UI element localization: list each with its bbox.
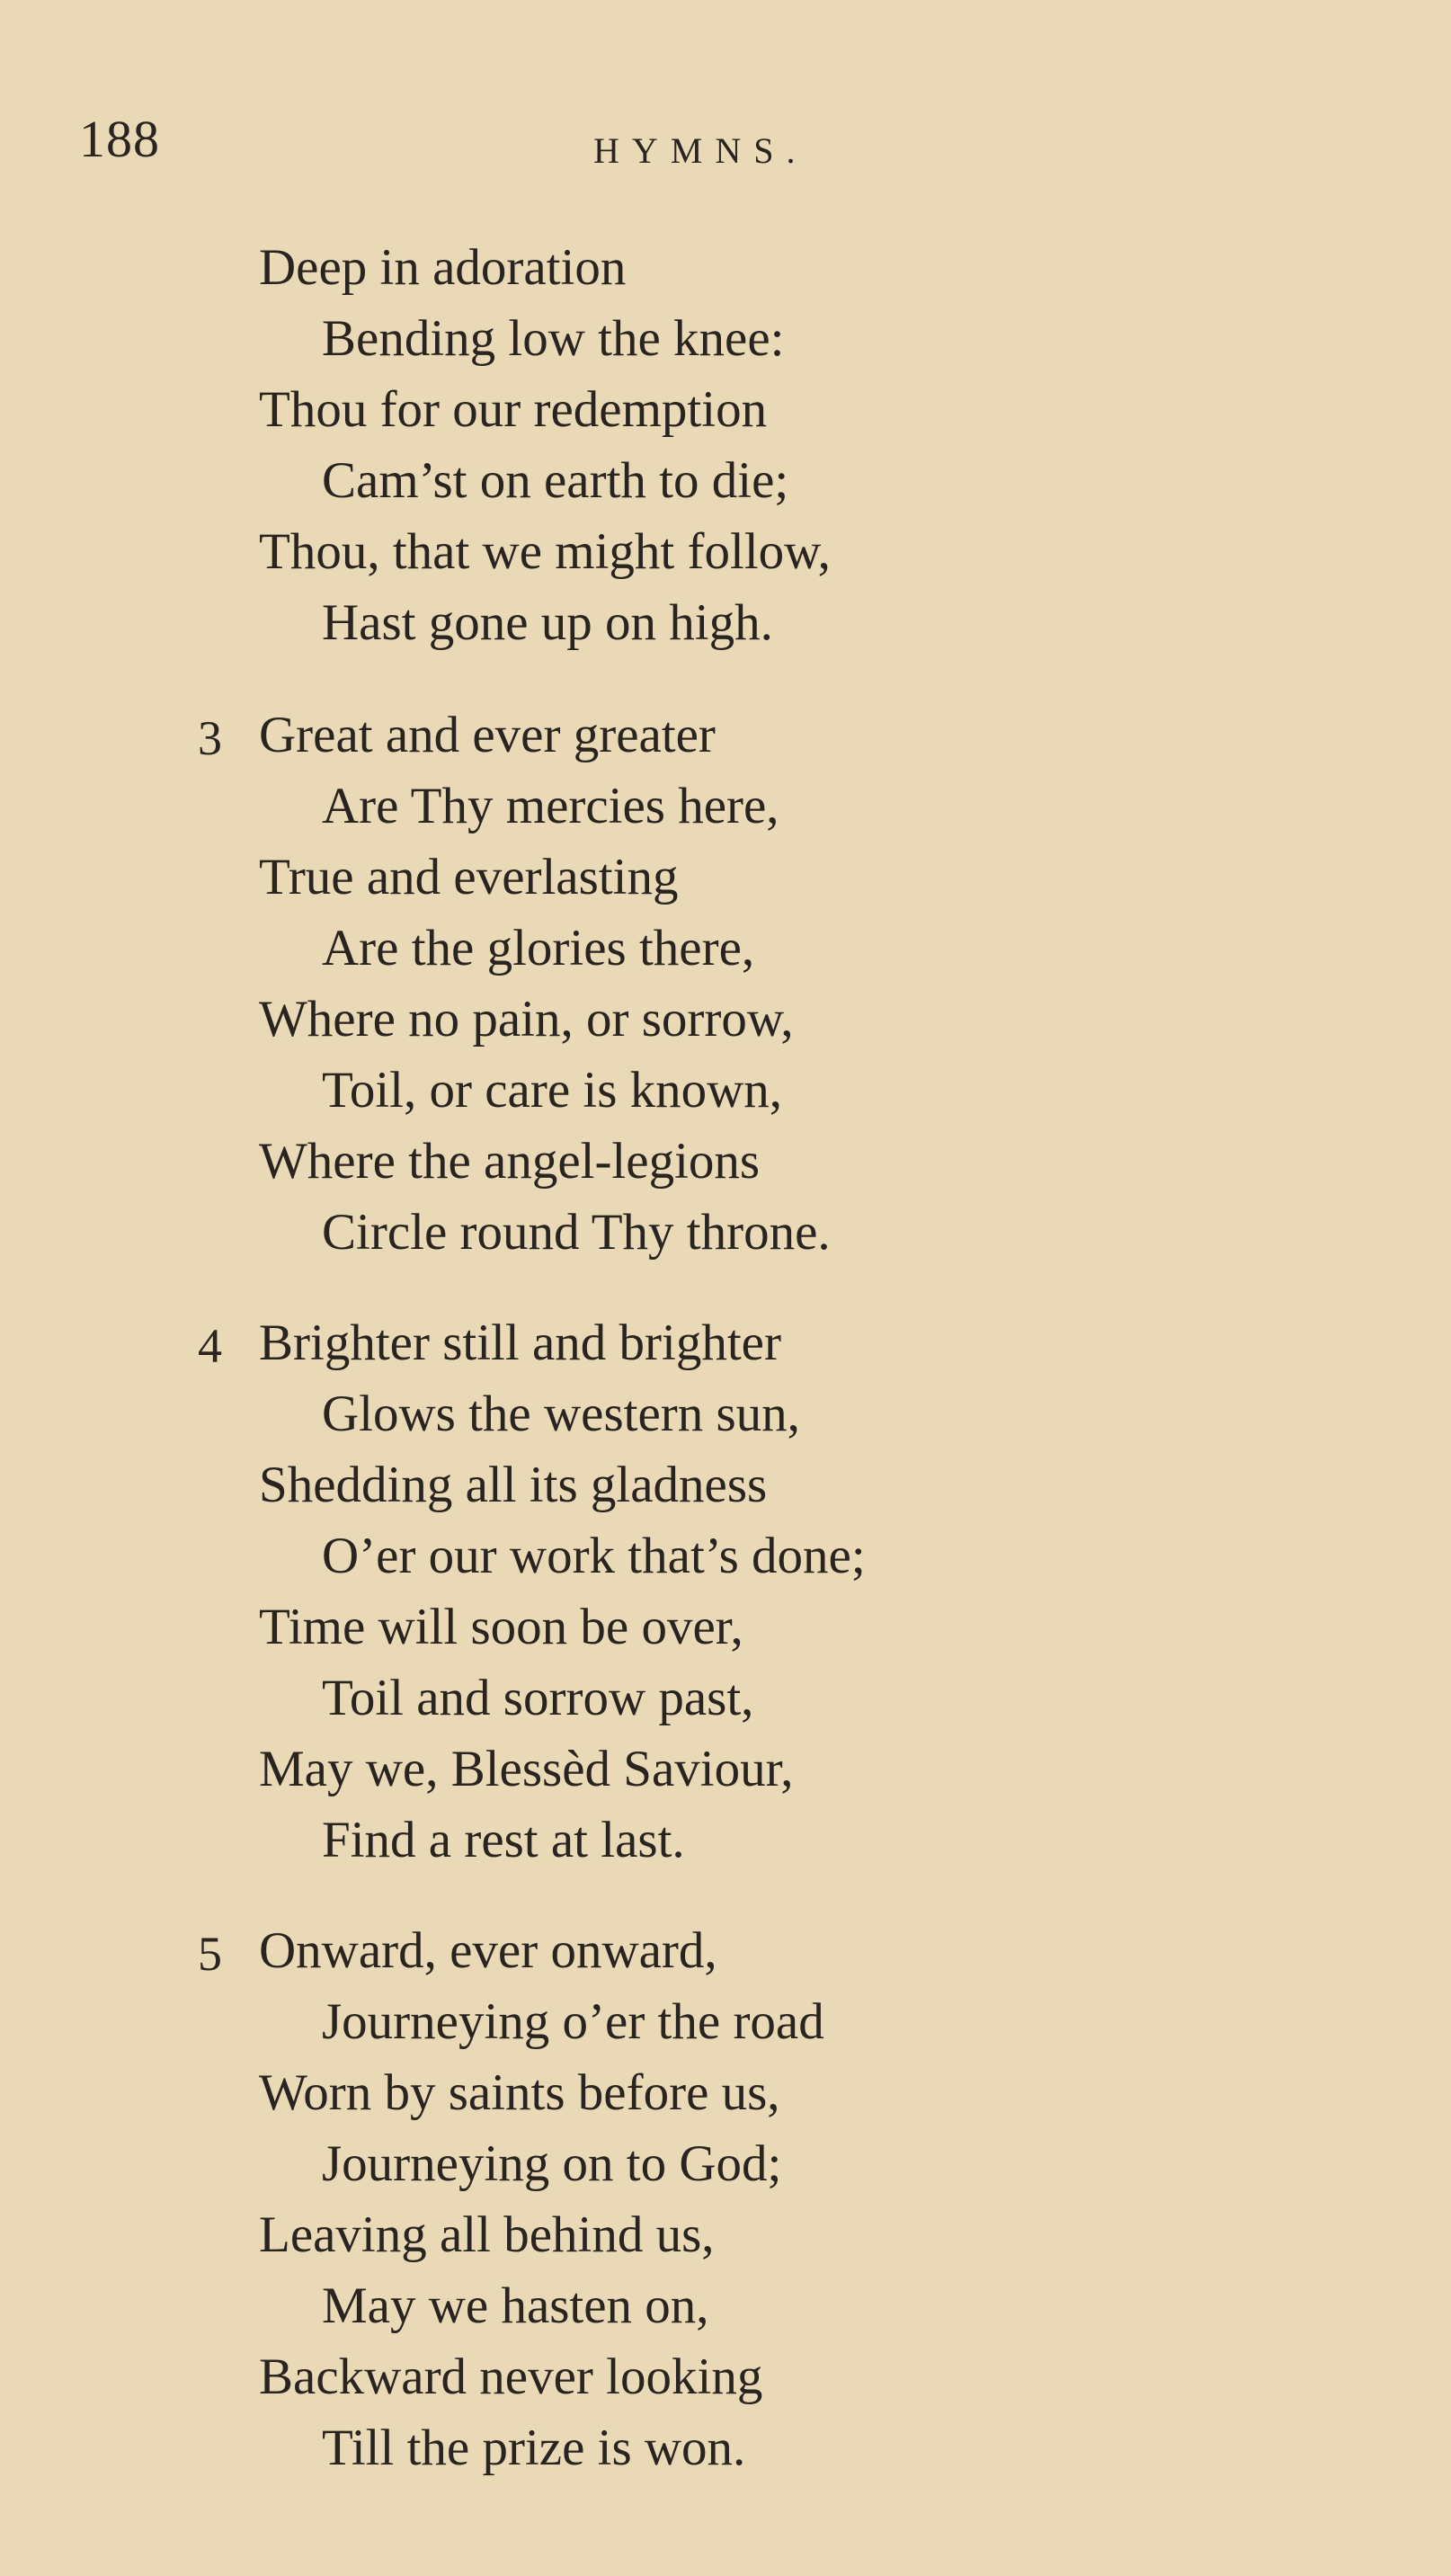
verse-line: Circle round Thy throne. (322, 1204, 831, 1261)
verse-line: Time will soon be over, (259, 1599, 743, 1655)
verse-line: Toil, or care is known, (322, 1062, 783, 1119)
verse-line: Find a rest at last. (322, 1812, 685, 1868)
verse-line (198, 1307, 1293, 1378)
verse-line: Shedding all its gladness (259, 1457, 768, 1513)
hymn-verse-5 (198, 1915, 1293, 2483)
verse-line: Toil and sorrow past, (322, 1670, 754, 1726)
verse-line: May we hasten on, (322, 2277, 709, 2334)
verse-line: Cam’st on earth to die; (322, 452, 789, 509)
verse-line: Where no pain, or sorrow, (259, 991, 794, 1047)
verse-line: O’er our work that’s done; (322, 1528, 866, 1584)
hymn-verse-3 (198, 700, 1293, 1268)
verse-line: True and everlasting (259, 849, 679, 905)
verse-line-text: Great and ever greater (259, 707, 716, 763)
verse-number: 3 (198, 711, 222, 765)
verse-line: Till the prize is won. (322, 2420, 746, 2476)
verse-line: Thou for our redemption (259, 381, 768, 438)
verse-line: Journeying on to God; (322, 2135, 782, 2192)
verse-line: Are Thy mercies here, (322, 778, 779, 834)
verse-line: Journeying o’er the road (322, 1993, 824, 2050)
hymn-verse-continued (259, 232, 1293, 658)
verse-line: Bending low the knee: (322, 310, 785, 367)
verse-line (198, 1915, 1293, 1986)
verse-number: 5 (198, 1927, 222, 1981)
verse-line: May we, Blessèd Saviour, (259, 1741, 794, 1797)
verse-line: Glows the western sun, (322, 1386, 800, 1442)
verse-line: Are the glories there, (322, 920, 755, 976)
verse-line-text: Onward, ever onward, (259, 1922, 717, 1979)
verse-line-text: Brighter still and brighter (259, 1315, 781, 1371)
page-number: 188 (79, 110, 160, 168)
running-title: HYMNS. (593, 130, 808, 171)
hymn-verse-4 (198, 1307, 1293, 1876)
verse-line: Worn by saints before us, (259, 2064, 780, 2121)
verse-line: Leaving all behind us, (259, 2206, 715, 2263)
verse-line: Where the angel-legions (259, 1133, 761, 1190)
verse-line: Hast gone up on high. (322, 594, 773, 651)
verse-line: Thou, that we might follow, (259, 523, 831, 580)
verse-number: 4 (198, 1319, 222, 1373)
verse-line: Deep in adoration (259, 239, 627, 296)
verse-line (198, 700, 1293, 771)
verse-line: Backward never looking (259, 2349, 763, 2405)
